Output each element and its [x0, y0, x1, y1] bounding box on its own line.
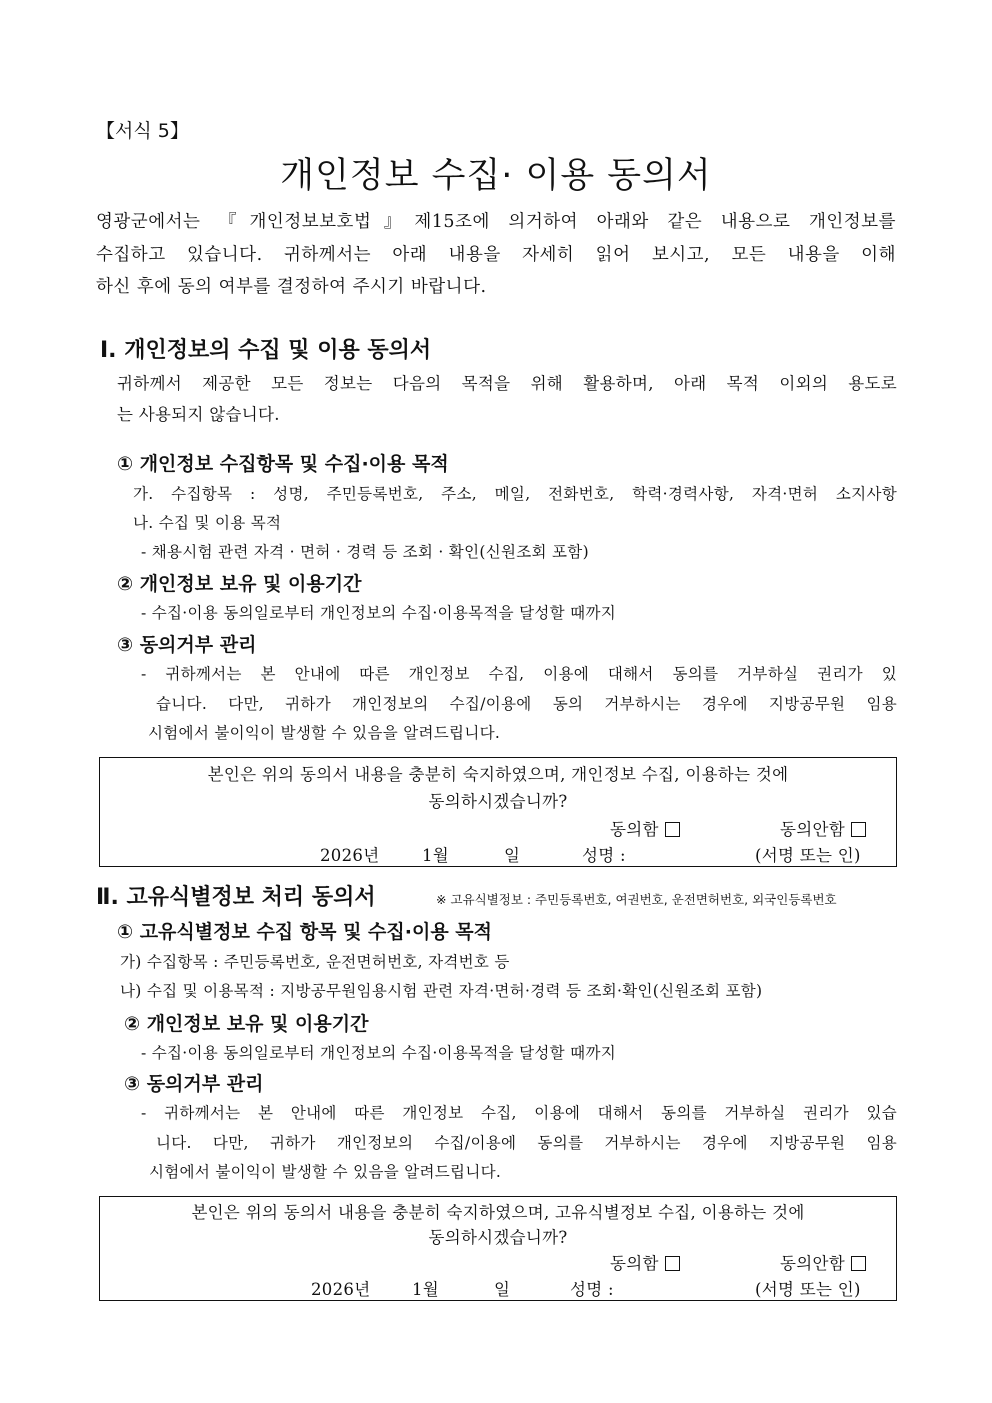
section1-sub1-item-2: 나. 수집 및 이용 목적: [133, 514, 282, 532]
section1-sub2-heading: ② 개인정보 보유 및 이용기간: [117, 573, 362, 595]
consent1-day: 일: [504, 846, 521, 865]
consent2-agree-label: 동의함: [610, 1254, 659, 1273]
section2-sub1-item-2: 나) 수집 및 이용목적 : 지방공무원임용시험 관련 자격·면허·경력 등 조회·확인(신원조회 포함): [120, 982, 763, 1000]
section1-sub1-item-3: - 채용시험 관련 자격 · 면허 · 경력 등 조회 · 확인(신원조회 포함): [141, 543, 589, 561]
consent1-agree-option[interactable]: [610, 816, 680, 840]
section1-consent-box: [99, 757, 897, 867]
consent1-line-2: 동의하시겠습니까?: [428, 792, 568, 811]
consent1-sign-note: (서명 또는 인): [755, 846, 861, 865]
consent1-year: 2026년: [320, 846, 380, 865]
section1-sub3-heading: ③ 동의거부 관리: [117, 634, 257, 656]
consent1-line-1: 본인은 위의 동의서 내용을 충분히 숙지하였으며, 개인정보 수집, 이용하는 것에: [207, 765, 789, 784]
section1-sub3-item-1: - 귀하께서는 본 안내에 따른 개인정보 수집, 이용에 대해서 동의를 거부하실 권리가 있: [141, 665, 897, 683]
intro-line-2: 수집하고 있습니다. 귀하께서는 아래 내용을 자세히 읽어 보시고, 모든 내용을 이해: [96, 245, 896, 265]
consent2-disagree-option[interactable]: [780, 1250, 866, 1274]
intro-line-3: 하신 후에 동의 여부를 결정하여 주시기 바랍니다.: [96, 277, 487, 297]
page-title: 개인정보 수집· 이용 동의서: [280, 156, 712, 196]
section1-desc-2: 는 사용되지 않습니다.: [117, 405, 280, 424]
section2-sub3-heading: ③ 동의거부 관리: [124, 1073, 264, 1095]
form-number: 【서식 5】: [96, 120, 189, 142]
consent2-agree-option[interactable]: [610, 1250, 680, 1274]
section1-sub3-item-3: 시험에서 불이익이 발생할 수 있음을 알려드립니다.: [148, 724, 501, 742]
consent2-disagree-checkbox[interactable]: [851, 1256, 866, 1271]
section1-sub3-item-2: 습니다. 다만, 귀하가 개인정보의 수집/이용에 동의 거부하시는 경우에 지방공무원 임용: [156, 695, 897, 713]
consent2-day: 일: [494, 1280, 511, 1299]
section1-sub1-heading: ① 개인정보 수집항목 및 수집·이용 목적: [117, 453, 449, 475]
section2-heading: Ⅱ. 고유식별정보 처리 동의서: [96, 885, 376, 910]
consent2-year: 2026년: [311, 1280, 371, 1299]
section1-heading: Ⅰ. 개인정보의 수집 및 이용 동의서: [100, 338, 432, 363]
section2-consent-box: [99, 1196, 897, 1301]
consent1-disagree-label: 동의안함: [780, 820, 845, 839]
section2-sub2-heading: ② 개인정보 보유 및 이용기간: [124, 1013, 369, 1035]
section2-note: ※ 고유식별정보 : 주민등록번호, 여권번호, 운전면허번호, 외국인등록번호: [436, 892, 837, 907]
consent1-sign-label: 성명 :: [582, 846, 626, 865]
consent2-agree-checkbox[interactable]: [665, 1256, 680, 1271]
consent2-line-1: 본인은 위의 동의서 내용을 충분히 숙지하였으며, 고유식별정보 수집, 이용하는 것에: [191, 1203, 805, 1222]
consent1-month: 1월: [422, 846, 450, 865]
consent1-disagree-option[interactable]: [780, 816, 866, 840]
section1-desc-1: 귀하께서 제공한 모든 정보는 다음의 목적을 위해 활용하며, 아래 목적 이외의 용도로: [117, 374, 897, 393]
section2-sub1-heading: ① 고유식별정보 수집 항목 및 수집·이용 목적: [117, 921, 493, 943]
intro-line-1: 영광군에서는 『개인정보보호법』제15조에 의거하여 아래와 같은 내용으로 개인정보를: [96, 212, 896, 232]
consent1-agree-label: 동의함: [610, 820, 659, 839]
section2-sub3-item-3: 시험에서 불이익이 발생할 수 있음을 알려드립니다.: [149, 1163, 502, 1181]
section1-sub1-item-1: 가. 수집항목 : 성명, 주민등록번호, 주소, 메일, 전화번호, 학력·경력사항, 자격·면허 소지사항: [133, 485, 897, 503]
consent2-disagree-label: 동의안함: [780, 1254, 845, 1273]
consent1-agree-checkbox[interactable]: [665, 822, 680, 837]
consent2-sign-note: (서명 또는 인): [755, 1280, 861, 1299]
section2-sub3-item-2: 니다. 다만, 귀하가 개인정보의 수집/이용에 동의를 거부하시는 경우에 지방공무원 임용: [156, 1134, 897, 1152]
section2-sub2-item-1: - 수집·이용 동의일로부터 개인정보의 수집·이용목적을 달성할 때까지: [141, 1044, 616, 1062]
consent1-disagree-checkbox[interactable]: [851, 822, 866, 837]
consent2-sign-label: 성명 :: [570, 1280, 614, 1299]
section2-sub1-item-1: 가) 수집항목 : 주민등록번호, 운전면허번호, 자격번호 등: [120, 953, 510, 971]
section1-sub2-item-1: - 수집·이용 동의일로부터 개인정보의 수집·이용목적을 달성할 때까지: [141, 604, 616, 622]
section2-sub3-item-1: - 귀하께서는 본 안내에 따른 개인정보 수집, 이용에 대해서 동의를 거부하실 권리가 있습: [141, 1104, 897, 1122]
consent2-line-2: 동의하시겠습니까?: [428, 1228, 568, 1247]
consent2-month: 1월: [412, 1280, 440, 1299]
